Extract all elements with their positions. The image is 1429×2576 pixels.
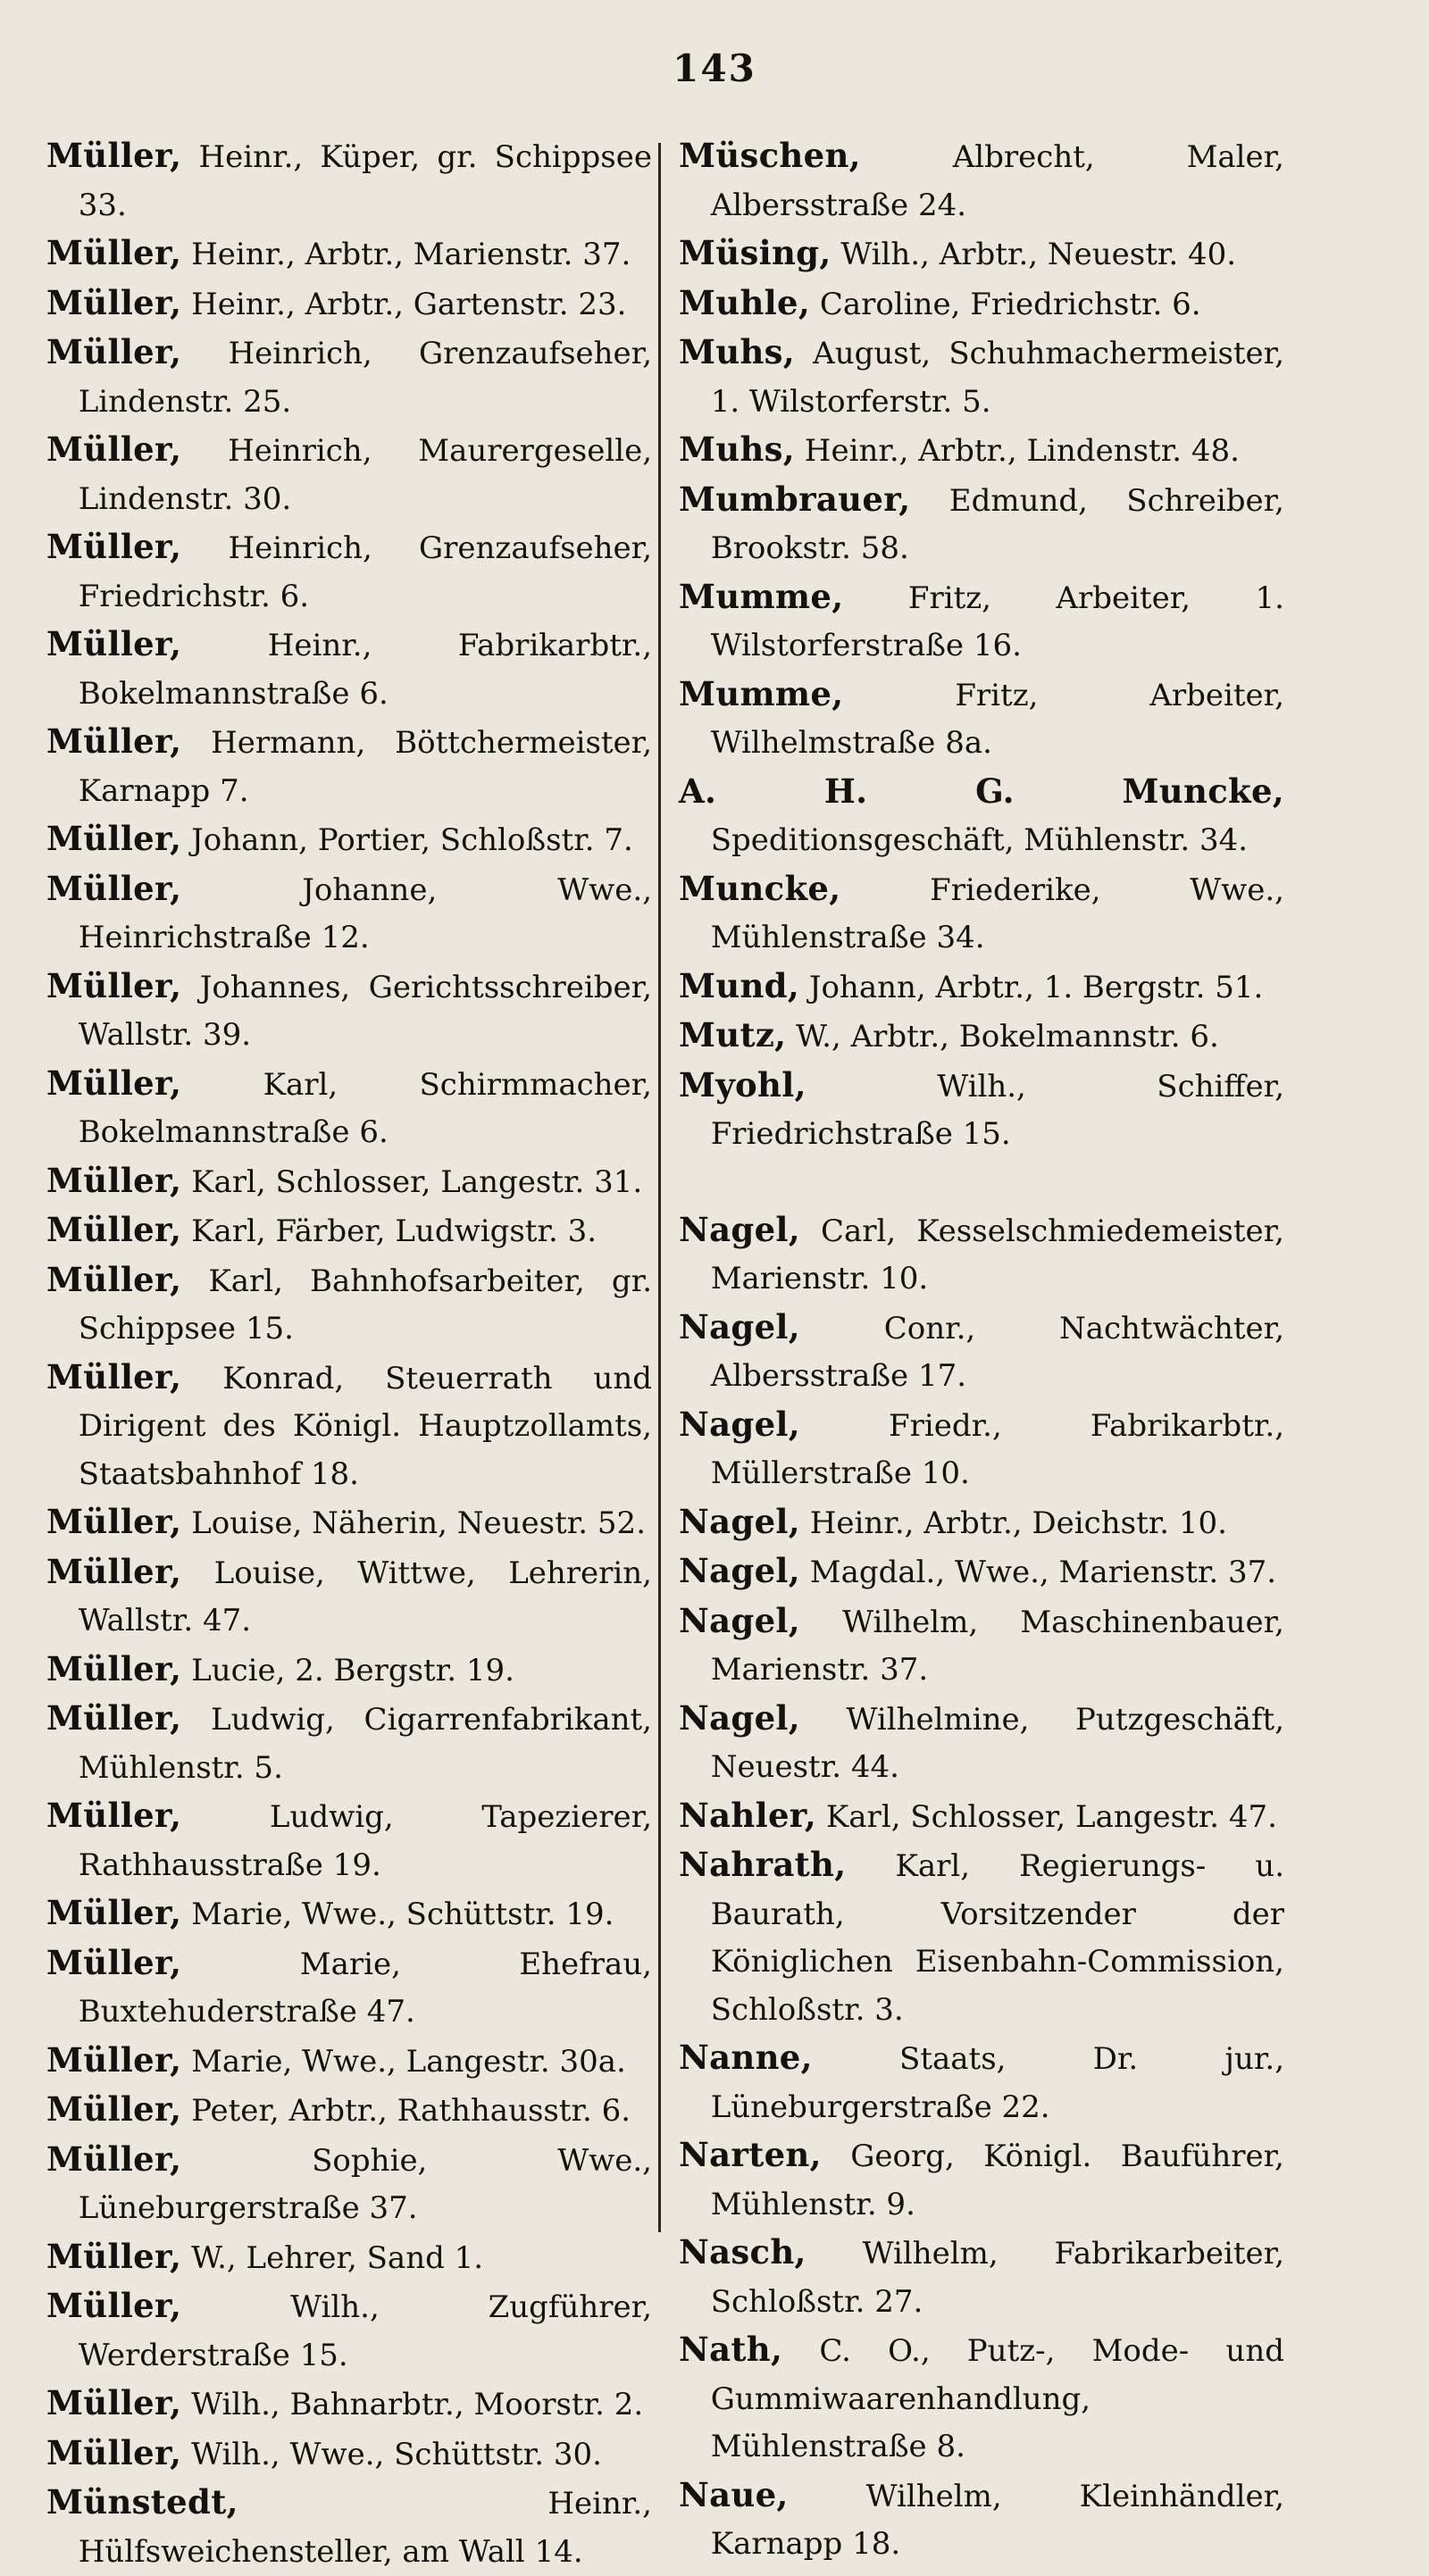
entry-details: Wilh., Zugführer, Werderstraße 15.	[78, 2289, 653, 2373]
entry-details: Wilh., Schiffer, Friedrichstraße 15.	[710, 1068, 1284, 1152]
entry-details: Heinr., Arbtr., Marienstr. 37.	[191, 237, 631, 272]
directory-entry	[46, 1548, 652, 1646]
entry-surname: Nath,	[679, 2330, 783, 2369]
directory-entry	[46, 426, 652, 523]
entry-details: Louise, Näherin, Neuestr. 52.	[191, 1505, 646, 1541]
entry-surname: Müller,	[46, 233, 182, 272]
directory-entry	[46, 2430, 652, 2480]
entry-surname: Müller,	[46, 282, 182, 322]
entry-surname: Müller,	[46, 1551, 182, 1591]
directory-entry	[46, 963, 652, 1060]
column-divider	[658, 143, 661, 2232]
entry-details: Sophie, Wwe., Lüneburgerstraße 37.	[78, 2142, 652, 2226]
directory-entry	[46, 229, 652, 279]
entry-surname: Muhs,	[679, 429, 795, 469]
entry-surname: Müller,	[46, 527, 182, 566]
entry-surname: Müller,	[46, 1502, 182, 1541]
directory-entry	[679, 279, 1284, 329]
entry-details: Carl, Kesselschmiedemeister, Marienstr. 10.	[710, 1213, 1284, 1296]
entry-surname: Müller,	[46, 1796, 182, 1835]
directory-entry	[46, 2282, 652, 2380]
entry-surname: A. H. G. Muncke,	[679, 771, 1284, 811]
entry-details: Karl, Schlosser, Langestr. 47.	[825, 1798, 1277, 1835]
entry-surname: Müller,	[46, 1698, 182, 1738]
entry-details: Johann, Arbtr., 1. Bergstr. 51.	[808, 969, 1264, 1005]
directory-entry	[46, 1157, 652, 1207]
entry-details: Magdal., Wwe., Marienstr. 37.	[809, 1555, 1277, 1590]
directory-entry	[679, 1062, 1284, 1159]
entry-surname: Mutz,	[679, 1015, 787, 1055]
directory-entry	[679, 132, 1284, 229]
directory-entry	[679, 329, 1284, 426]
entry-details: Wilhelm, Maschinenbauer, Marienstr. 37.	[710, 1604, 1284, 1688]
directory-entry	[46, 2233, 652, 2283]
directory-entry	[46, 329, 652, 426]
directory-entry	[679, 1597, 1284, 1695]
directory-entry	[46, 2380, 652, 2430]
directory-entry	[679, 2229, 1284, 2326]
entry-surname: Mumme,	[679, 576, 844, 616]
entry-details: Wilh., Arbtr., Neuestr. 40.	[840, 237, 1237, 272]
entry-details: Wilh., Wwe., Schüttstr. 30.	[191, 2436, 602, 2472]
entry-details: Karl, Schlosser, Langestr. 31.	[191, 1163, 643, 1200]
entry-details: August, Schuhmachermeister, 1. Wilstorferstr. 5.	[710, 336, 1284, 420]
directory-entry	[679, 768, 1284, 865]
entry-details: Georg, Königl. Bauführer, Mühlenstr. 9.	[710, 2138, 1284, 2222]
directory-entry	[46, 1646, 652, 1696]
entry-details: Friedr., Fabrikarbtr., Müllerstraße 10.	[710, 1407, 1284, 1491]
directory-entry	[46, 815, 652, 865]
directory-entry	[46, 1498, 652, 1548]
entry-surname: Müller,	[46, 2236, 182, 2276]
directory-entry	[46, 621, 652, 718]
entry-surname: Mund,	[679, 965, 800, 1005]
directory-entry	[46, 1354, 652, 1499]
entry-surname: Müller,	[46, 1356, 182, 1396]
entry-surname: Müller,	[46, 2039, 182, 2080]
entry-surname: Müller,	[46, 2138, 182, 2179]
entry-details: Heinr., Arbtr., Lindenstr. 48.	[804, 433, 1240, 469]
entry-surname: Müller,	[46, 965, 182, 1005]
entry-details: Wilhelmine, Putzgeschäft, Neuestr. 44.	[710, 1701, 1285, 1785]
directory-entry	[46, 1792, 652, 1889]
entry-details: Caroline, Friedrichstr. 6.	[819, 286, 1201, 322]
entry-details: W., Lehrer, Sand 1.	[191, 2239, 484, 2276]
entry-surname: Müller,	[46, 1259, 182, 1299]
entry-details: C. O., Putz-, Mode- und Gummiwaarenhandlung, Mühlenstraße 8.	[710, 2333, 1284, 2464]
directory-entry	[679, 2472, 1284, 2569]
entry-surname: Müller,	[46, 868, 182, 908]
entry-surname: Müller,	[46, 2383, 182, 2422]
entry-surname: Muhs,	[679, 332, 795, 371]
entry-surname: Narten,	[679, 2135, 822, 2174]
entry-details: Staats, Dr. jur., Lüneburgerstraße 22.	[710, 2041, 1284, 2125]
entry-details: Fritz, Arbeiter, 1. Wilstorferstraße 16.	[710, 579, 1284, 663]
directory-entry	[46, 2037, 652, 2087]
entry-details: Heinr., Fabrikarbtr., Bokelmannstraße 6.	[78, 628, 652, 712]
directory-entry	[679, 1841, 1284, 2034]
directory-entry	[679, 963, 1284, 1013]
entry-details: Ludwig, Cigarrenfabrikant, Mühlenstr. 5.	[78, 1702, 652, 1786]
right-column	[679, 132, 1284, 2569]
directory-entry	[679, 1547, 1284, 1597]
entry-details: Marie, Wwe., Langestr. 30a.	[191, 2043, 626, 2080]
entry-details: W., Arbtr., Bokelmannstr. 6.	[796, 1019, 1219, 1055]
entry-details: Conr., Nachtwächter, Albersstraße 17.	[710, 1310, 1284, 1394]
entry-surname: Müller,	[46, 1063, 182, 1103]
entry-details: Karl, Schirmmacher, Bokelmannstraße 6.	[78, 1066, 652, 1150]
entry-details: Wilhelm, Fabrikarbeiter, Schloßstr. 27.	[710, 2236, 1284, 2320]
entry-details: Heinr., Arbtr., Deichstr. 10.	[809, 1505, 1227, 1541]
entry-details: Johannes, Gerichtsschreiber, Wallstr. 39.	[78, 969, 652, 1053]
directory-entry	[46, 1256, 652, 1354]
entry-details: Heinr., Arbtr., Gartenstr. 23.	[191, 286, 627, 322]
entry-details: Lucie, 2. Bergstr. 19.	[191, 1652, 514, 1688]
entry-details: Friederike, Wwe., Mühlenstraße 34.	[710, 871, 1284, 955]
directory-entry	[679, 426, 1284, 476]
entry-surname: Müller,	[46, 819, 182, 858]
entry-details: Edmund, Schreiber, Brookstr. 58.	[710, 482, 1284, 566]
entry-surname: Muncke,	[679, 868, 841, 908]
entry-details: Heinr., Küper, gr. Schippsee 33.	[78, 139, 652, 223]
directory-entry	[679, 865, 1284, 963]
entry-details: Heinr., Hülfsweichensteller, am Wall 14.	[78, 2486, 652, 2570]
entry-details: Karl, Regierungs- u. Baurath, Vorsitzender der Königlichen Eisenbahn-Commission, Schloßstr. 3.	[710, 1848, 1285, 2028]
directory-entry	[46, 2136, 652, 2233]
entry-surname: Müller,	[46, 429, 182, 469]
entry-surname: Nasch,	[679, 2232, 806, 2272]
entry-details: Karl, Färber, Ludwigstr. 3.	[191, 1213, 598, 1249]
directory-entry	[46, 132, 652, 229]
entry-surname: Müller,	[46, 2286, 182, 2325]
directory-entry	[679, 1792, 1284, 1842]
directory-entry	[679, 573, 1284, 671]
entry-surname: Mumbrauer,	[679, 479, 911, 519]
entry-details: Fritz, Arbeiter, Wilhelmstraße 8a.	[710, 677, 1284, 761]
entry-surname: Nagel,	[679, 1501, 800, 1541]
directory-entry	[679, 1012, 1284, 1062]
entry-surname: Müller,	[46, 2432, 182, 2472]
directory-entry	[679, 2131, 1284, 2229]
entry-surname: Nagel,	[679, 1306, 800, 1346]
entry-details: Wilhelm, Kleinhändler, Karnapp 18.	[710, 2478, 1284, 2562]
entry-details: Marie, Wwe., Schüttstr. 19.	[191, 1897, 614, 1932]
entry-surname: Müller,	[46, 1942, 182, 1982]
directory-entry	[46, 1060, 652, 1157]
directory-entry	[46, 865, 652, 963]
directory-entry	[46, 1206, 652, 1256]
entry-surname: Nagel,	[679, 1600, 800, 1640]
entry-details: Heinrich, Grenzaufseher, Friedrichstr. 6.	[78, 530, 652, 614]
directory-entry	[679, 1498, 1284, 1548]
directory-entry	[46, 523, 652, 621]
entry-details: Heinrich, Grenzaufseher, Lindenstr. 25.	[78, 336, 652, 420]
entry-details: Johanne, Wwe., Heinrichstraße 12.	[78, 871, 652, 955]
entry-surname: Nagel,	[679, 1551, 800, 1590]
entry-surname: Müsing,	[679, 233, 831, 272]
entry-surname: Müller,	[46, 1210, 182, 1249]
entry-surname: Müller,	[46, 2089, 182, 2129]
directory-entry	[679, 476, 1284, 573]
entry-details: Karl, Bahnhofsarbeiter, gr. Schippsee 15.	[78, 1263, 653, 1346]
directory-entry	[679, 1304, 1284, 1401]
entry-details: Albrecht, Maler, Albersstraße 24.	[710, 139, 1284, 223]
entry-surname: Müller,	[46, 624, 182, 663]
entry-surname: Nagel,	[679, 1209, 800, 1249]
entry-surname: Müschen,	[679, 136, 861, 175]
directory-entry	[46, 1939, 652, 2037]
left-column	[46, 132, 652, 2576]
directory-entry	[46, 279, 652, 329]
entry-surname: Mumme,	[679, 673, 844, 713]
entry-details: Marie, Ehefrau, Buxtehuderstraße 47.	[78, 1946, 652, 2030]
directory-entry	[46, 1889, 652, 1939]
entry-surname: Nagel,	[679, 1697, 800, 1738]
entry-surname: Nanne,	[679, 2038, 813, 2077]
entry-surname: Nahler,	[679, 1795, 817, 1835]
entry-details: Wilh., Bahnarbtr., Moorstr. 2.	[191, 2387, 644, 2422]
entry-surname: Müller,	[46, 1648, 182, 1688]
directory-entry	[679, 671, 1284, 768]
directory-entry	[679, 2034, 1284, 2131]
entry-surname: Müller,	[46, 136, 182, 175]
entry-details: Speditionsgeschäft, Mühlenstr. 34.	[710, 822, 1249, 858]
directory-entry	[679, 2326, 1284, 2472]
entry-surname: Münstedt,	[46, 2482, 238, 2522]
page-number: 143	[673, 46, 756, 90]
directory-entry	[679, 1401, 1284, 1498]
directory-entry	[46, 718, 652, 815]
directory-entry	[679, 229, 1284, 279]
directory-entry	[46, 2479, 652, 2576]
entry-surname: Müller,	[46, 332, 182, 371]
entry-details: Konrad, Steuerrath und Dirigent des Königl. Hauptzollamts, Staatsbahnhof 18.	[78, 1360, 652, 1492]
entry-surname: Müller,	[46, 721, 182, 761]
entry-surname: Müller,	[46, 1893, 182, 1932]
entry-surname: Müller,	[46, 1160, 182, 1200]
entry-surname: Myohl,	[679, 1064, 806, 1105]
directory-entry	[46, 1695, 652, 1792]
entry-surname: Nahrath,	[679, 1845, 847, 1884]
directory-entry	[46, 2086, 652, 2136]
entry-surname: Muhle,	[679, 282, 811, 322]
entry-details: Ludwig, Tapezierer, Rathhausstraße 19.	[78, 1799, 652, 1883]
entry-details: Heinrich, Maurergeselle, Lindenstr. 30.	[78, 433, 653, 517]
entry-details: Louise, Wittwe, Lehrerin, Wallstr. 47.	[78, 1555, 652, 1638]
entry-details: Peter, Arbtr., Rathhausstr. 6.	[191, 2093, 631, 2129]
entry-surname: Naue,	[679, 2474, 789, 2514]
entry-surname: Nagel,	[679, 1404, 800, 1444]
directory-entry	[679, 1695, 1284, 1792]
directory-entry	[679, 1206, 1284, 1304]
entry-details: Hermann, Böttchermeister, Karnapp 7.	[78, 725, 652, 809]
entry-details: Johann, Portier, Schloßstr. 7.	[191, 822, 633, 858]
